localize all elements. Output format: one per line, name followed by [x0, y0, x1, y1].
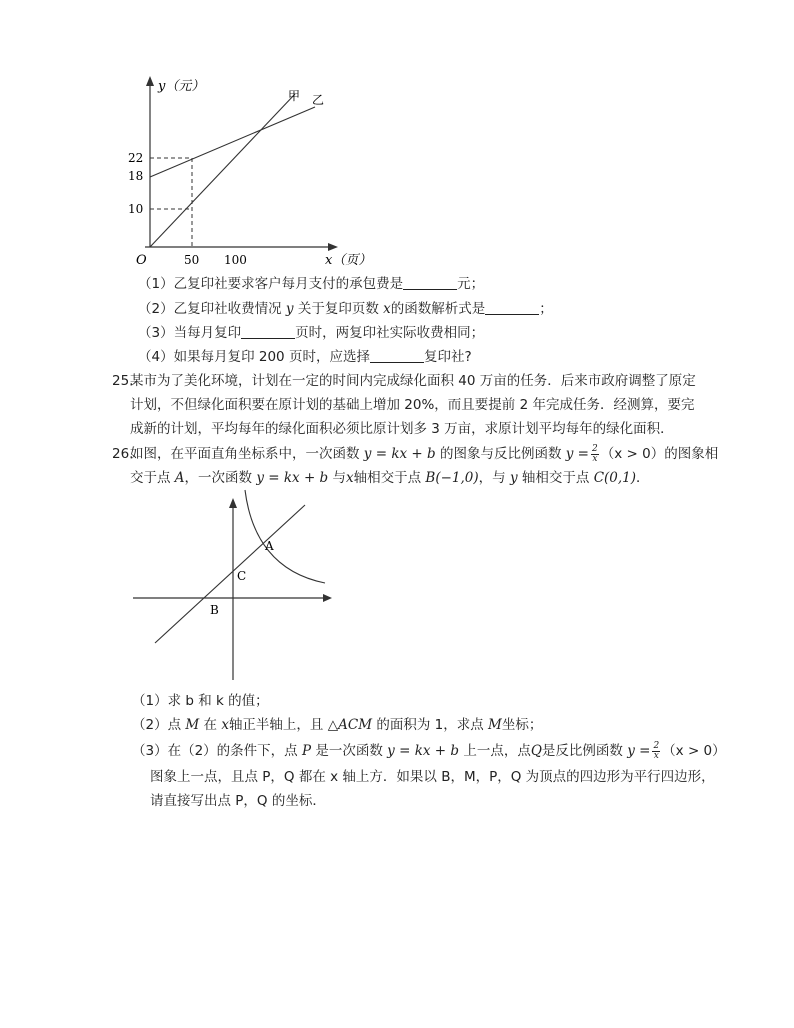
pt-b: B(−1,0)	[425, 470, 479, 486]
label-c: C	[237, 569, 247, 583]
q24-3-after: 页时，两复印社实际收费相同；	[295, 325, 485, 341]
q26-l1-c: 的图象相	[664, 446, 719, 462]
pt-p: P	[301, 743, 312, 759]
q26-s3-b: 是一次函数	[315, 743, 383, 759]
q26-s2-c: 轴正半轴上，且 △	[228, 717, 339, 733]
q26-l2-e: ，与	[478, 470, 506, 486]
q26-line-1	[130, 443, 718, 465]
var-x-2: x	[221, 717, 229, 733]
label-yi: 乙	[312, 93, 325, 107]
q26-sub-3	[132, 740, 726, 762]
q26-l1-a: 如图，在平面直角坐标系中，一次函数	[130, 446, 360, 462]
q26-sub-3-line-2: 图象上一点，且点 P，Q 都在 x 轴上方．如果以 B，M，P，Q 为顶点的四边形为平行四边形，	[150, 769, 715, 785]
q26-l2-g: ．	[636, 470, 650, 486]
line-yi	[150, 107, 315, 177]
q26-line-2	[130, 467, 650, 489]
q26-s3-c: 上一点，点	[463, 743, 531, 759]
var-x: x	[346, 470, 354, 486]
origin-label: O	[136, 253, 147, 268]
x-axis-arrow	[328, 243, 338, 251]
q25-line-3: 成新的计划，平均每年的绿化面积必须比原计划多 3 万亩，求原计划平均每年的绿化面积．	[130, 421, 674, 437]
answer-blank[interactable]	[241, 324, 295, 339]
pt-m-2: M	[488, 717, 502, 733]
q24-3-label: （3）当每月复印	[138, 325, 242, 341]
triangle-acm: ACM	[338, 717, 373, 733]
q26-s2-b: 在	[203, 717, 218, 733]
eq-linear-3: y = kx + b	[387, 743, 460, 759]
line-jia	[150, 94, 295, 247]
tick-50: 50	[184, 253, 200, 267]
eq-linear: y = kx + b	[363, 446, 436, 462]
x-axis-arrow	[323, 594, 332, 602]
var-y: y	[509, 470, 518, 486]
coordinate-graph	[125, 488, 340, 683]
y-axis-label: y（元）	[158, 79, 205, 94]
q25-line-2: 计划，不但绿化面积要在原计划的基础上增加 20%，而且要提前 2 年完成任务．经测算，要完	[130, 397, 695, 413]
q24-2-mid: 关于复印页数	[297, 301, 379, 317]
q26-l2-c: 与	[332, 470, 346, 486]
y-axis-arrow	[146, 76, 154, 86]
q26-number: 26.	[112, 446, 134, 462]
q26-l2-b: ，一次函数	[184, 470, 253, 486]
answer-blank[interactable]	[403, 275, 457, 290]
q26-s2-a: （2）点	[132, 717, 182, 733]
q26-sub-1: （1）求 b 和 k 的值；	[132, 693, 269, 709]
label-b: B	[210, 603, 219, 617]
hyperbola-curve	[245, 490, 325, 583]
q24-item-3	[138, 322, 484, 344]
q26-l2-f: 轴相交于点	[521, 470, 590, 486]
q24-1-after: 元；	[457, 276, 485, 292]
label-a: A	[265, 539, 274, 553]
label-jia: 甲	[288, 89, 301, 103]
eq-linear-2: y = kx + b	[256, 470, 329, 486]
linear-function-line	[155, 505, 305, 643]
q24-1-label: （1）乙复印社要求客户每月支付的承包费是	[138, 276, 404, 292]
q24-4-label: （4）如果每月复印 200 页时，应选择	[138, 349, 370, 365]
q24-2-label: （2）乙复印社收费情况	[138, 301, 282, 317]
answer-blank[interactable]	[485, 300, 539, 315]
y-axis-arrow	[229, 498, 237, 508]
fraction-2-over-x: $\frac{2}{x}$	[653, 740, 660, 761]
cond: （x > 0）	[600, 446, 665, 462]
q26-sub-2	[132, 714, 542, 736]
q24-item-2	[138, 298, 553, 320]
q25-line-1: 某市为了美化环境，计划在一定的时间内完成绿化面积 40 万亩的任务．后来市政府调整了原定	[130, 373, 696, 389]
q25-number: 25.	[112, 373, 134, 389]
q26-l1-b: 的图象与反比例函数	[439, 446, 562, 462]
cost-graph	[120, 72, 372, 268]
x-axis-label: x（页）	[325, 253, 372, 268]
eq-inv-lhs-2: y =	[627, 743, 651, 759]
cond-2: （x > 0）	[662, 743, 726, 759]
pt-m: M	[185, 717, 200, 733]
q26-l2-a: 交于点	[130, 470, 171, 486]
q24-2-after: ；	[539, 301, 553, 317]
q24-4-after: 复印社?	[423, 349, 472, 365]
tick-18: 18	[128, 169, 144, 183]
q24-item-4	[138, 346, 472, 368]
q24-2-var-y: y	[285, 301, 294, 317]
tick-10: 10	[128, 202, 144, 216]
eq-inv-lhs: y =	[565, 446, 589, 462]
q26-s2-d: 的面积为 1，求点	[376, 717, 484, 733]
tick-100: 100	[224, 253, 247, 267]
pt-a: A	[174, 470, 185, 486]
q24-item-1	[138, 273, 484, 295]
q26-s3-a: （3）在（2）的条件下，点	[132, 743, 298, 759]
q26-l2-d: 轴相交于点	[353, 470, 422, 486]
q26-s3-d: 是反比例函数	[541, 743, 623, 759]
pt-c: C(0,1)	[593, 470, 637, 486]
q24-2-var-x: x	[383, 301, 391, 317]
fraction-2-over-x: $\frac{2}{x}$	[591, 443, 598, 464]
q26-s2-e: 坐标；	[501, 717, 543, 733]
q24-2-mid2: 的函数解析式是	[390, 301, 486, 317]
q26-sub-3-line-3: 请直接写出点 P，Q 的坐标．	[150, 793, 326, 809]
answer-blank[interactable]	[370, 348, 424, 363]
pt-q: Q	[530, 743, 542, 759]
tick-22: 22	[128, 151, 144, 165]
